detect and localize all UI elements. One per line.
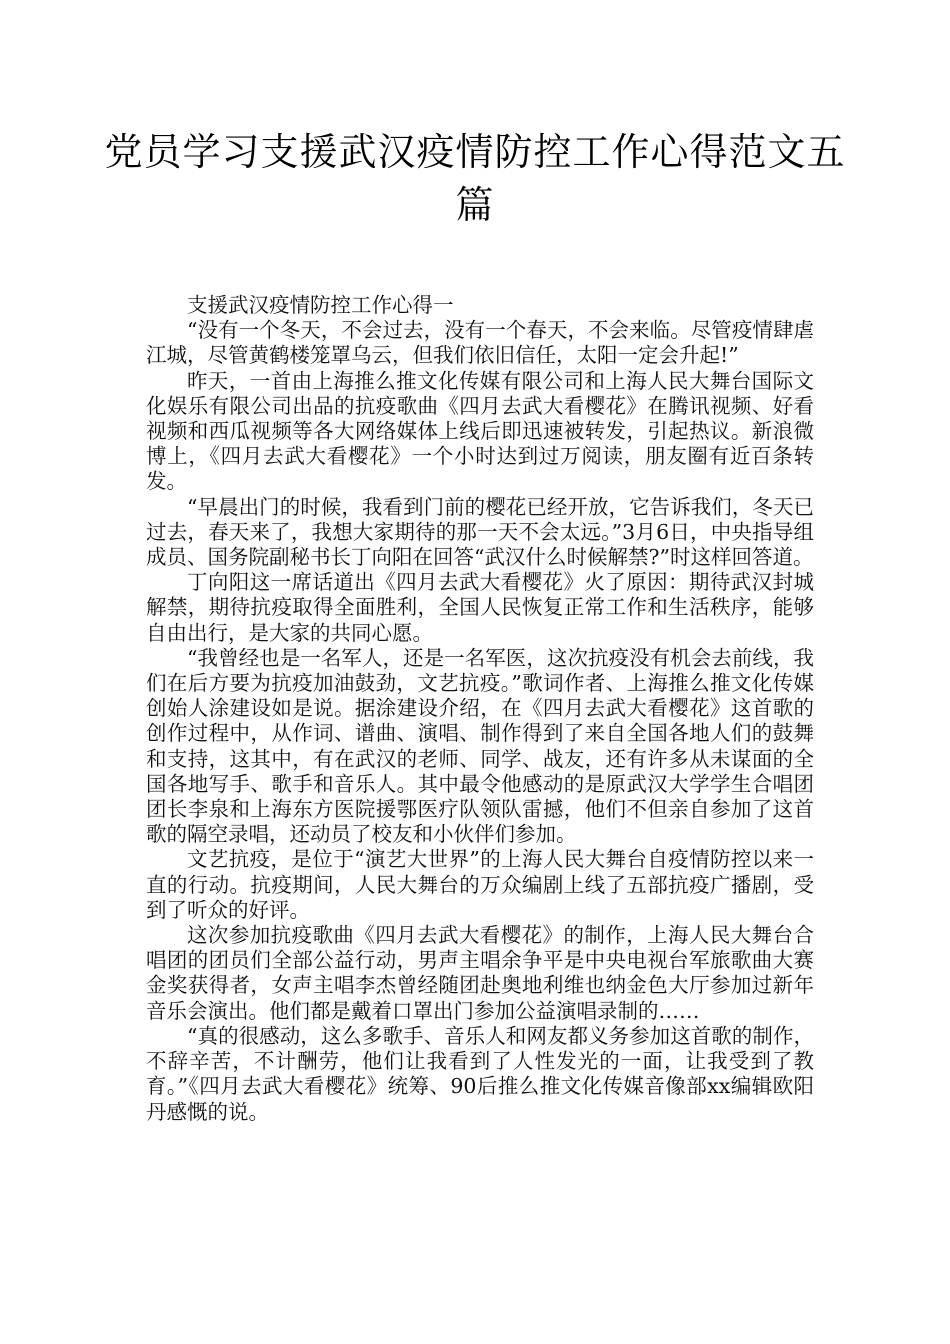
paragraph: “我曾经也是一名军人，还是一名军医，这次抗疫没有机会去前线，我们在后方要为抗疫加油鼓劲，文艺抗疫。”歌词作者、上海推么推文化传媒创始人涂建设如是说。据涂建设介绍，在《四月去武大看樱花》这首歌的创作过程中，从作词、谱曲、演唱、制作得到了来自全国各地人们的鼓舞和支持，这其中，有在武汉的老师、同学、战友，还有许多从未谋面的全国各地写手、歌手和音乐人。其中最令他感动的是原武汉大学学生合唱团团长李泉和上海东方医院援鄂医疗队领队雷撼，他们不但亲自参加了这首歌的隔空录唱，还动员了校友和小伙伴们参加。 xyxy=(146,645,814,847)
paragraph: 昨天，一首由上海推么推文化传媒有限公司和上海人民大舞台国际文化娱乐有限公司出品的抗疫歌曲《四月去武大看樱花》在腾讯视频、好看视频和西瓜视频等各大网络媒体上线后即迅速被转发，引起热议。新浪微博上，《四月去武大看樱花》一个小时达到过万阅读，朋友圈有近百条转发。 xyxy=(146,368,814,494)
paragraph: 丁向阳这一席话道出《四月去武大看樱花》火了原因：期待武汉封城解禁，期待抗疫取得全面胜利，全国人民恢复正常工作和生活秩序，能够自由出行，是大家的共同心愿。 xyxy=(146,570,814,645)
paragraph: 文艺抗疫，是位于“演艺大世界”的上海人民大舞台自疫情防控以来一直的行动。抗疫期间，人民大舞台的万众编剧上线了五部抗疫广播剧，受到了听众的好评。 xyxy=(146,847,814,922)
paragraph: “真的很感动，这么多歌手、音乐人和网友都义务参加这首歌的制作，不辞辛苦，不计酬劳，他们让我看到了人性发光的一面，让我受到了教育。”《四月去武大看樱花》统筹、90后推么推文化传媒音像部xx编辑欧阳丹感慨的说。 xyxy=(146,1023,814,1124)
paragraph: 这次参加抗疫歌曲《四月去武大看樱花》的制作，上海人民大舞台合唱团的团员们全部公益行动，男声主唱余争平是中央电视台军旅歌曲大赛金奖获得者，女声主唱李杰曾经随团赴奥地利维也纳金色大厅参加过新年音乐会演出。他们都是戴着口罩出门参加公益演唱录制的…… xyxy=(146,923,814,1023)
paragraph: “早晨出门的时候，我看到门前的樱花已经开放，它告诉我们，冬天已过去，春天来了，我想大家期待的那一天不会太远。”3月6日，中央指导组成员、国务院副秘书长丁向阳在回答“武汉什么时候解禁?”时这样回答道。 xyxy=(146,494,814,570)
section-heading: 支援武汉疫情防控工作心得一 xyxy=(187,293,454,317)
document-body xyxy=(146,293,814,1125)
paragraph: “没有一个冬天，不会过去，没有一个春天，不会来临。尽管疫情肆虐江城，尽管黄鹤楼笼罩乌云，但我们依旧信任，太阳一定会升起!” xyxy=(146,318,814,368)
document-title: 党员学习支援武汉疫情防控工作心得范文五篇 xyxy=(104,130,846,227)
